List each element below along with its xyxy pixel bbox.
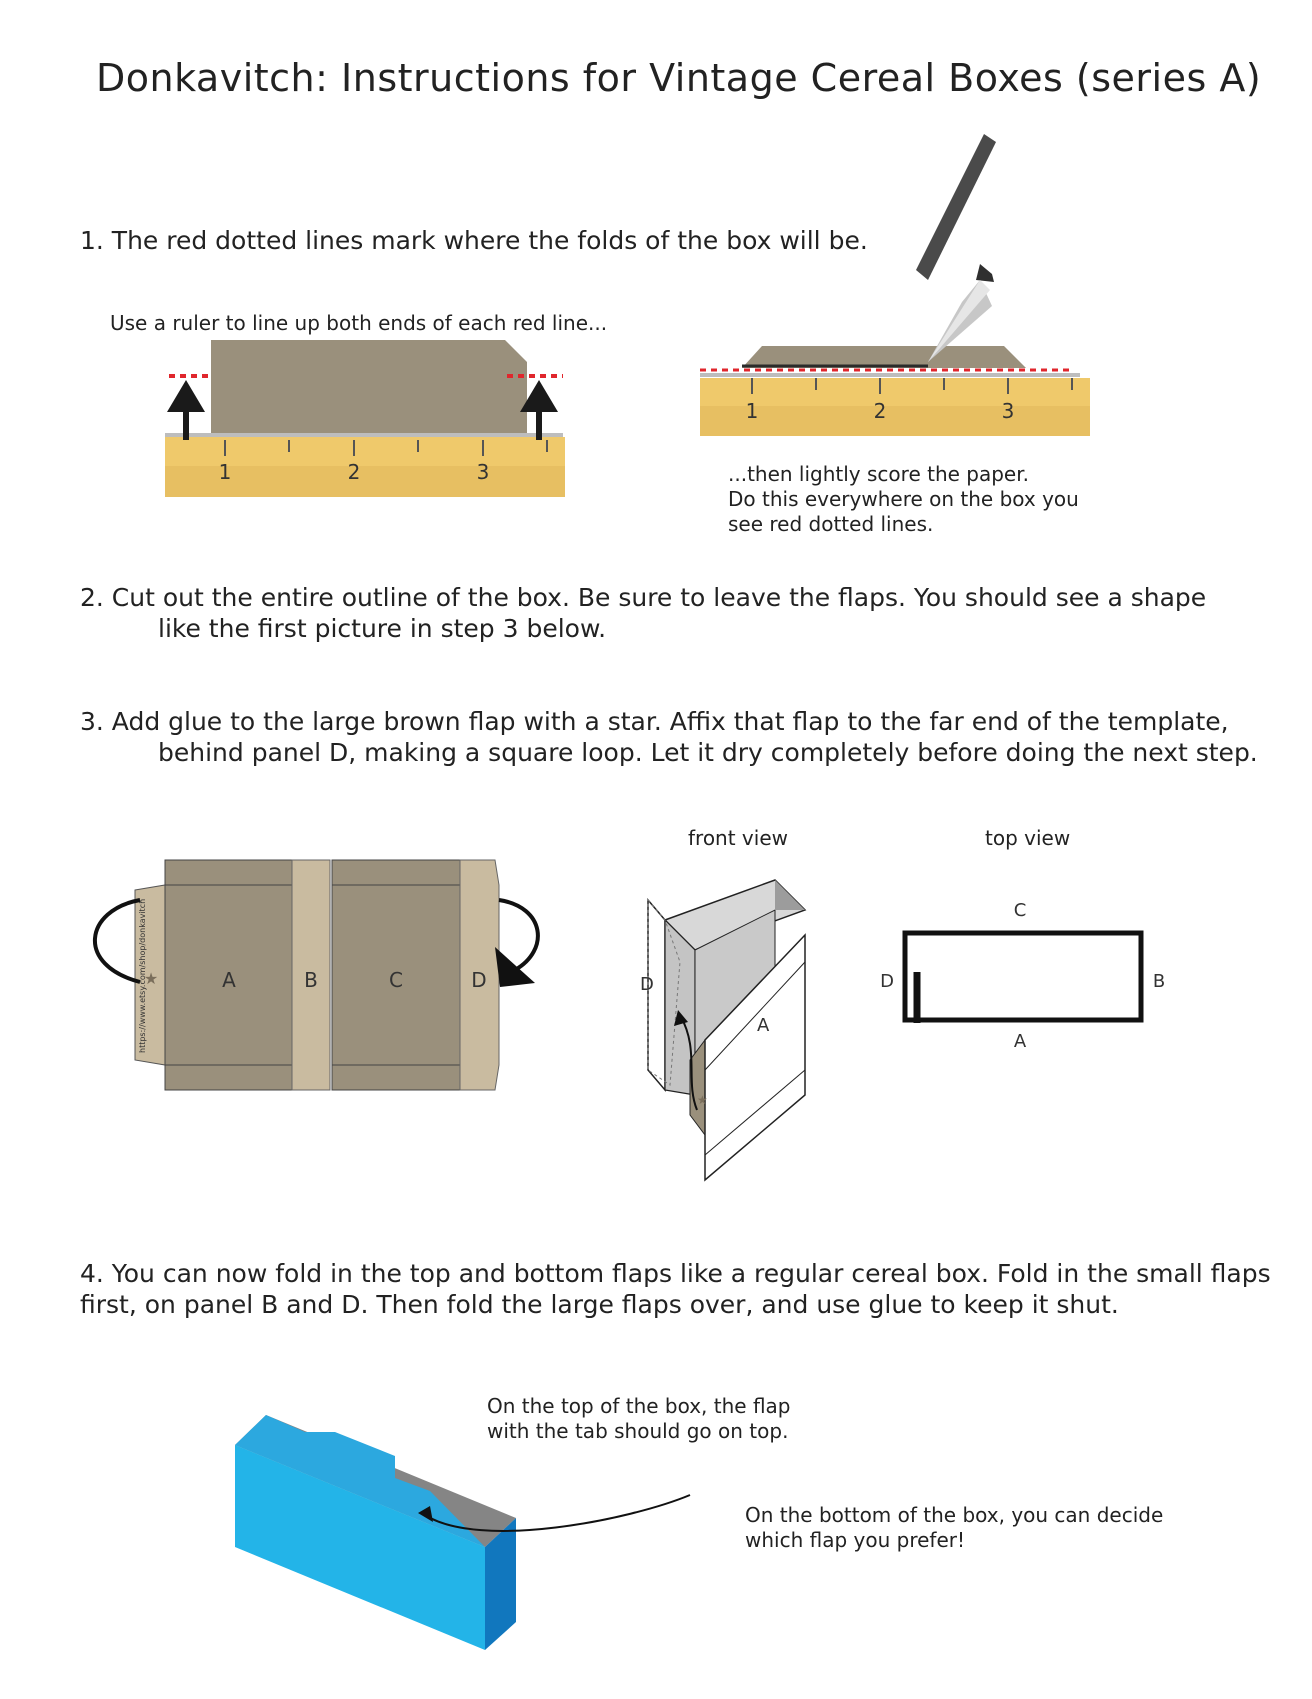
step-2-text: 2. Cut out the entire outline of the box. Be sure to leave the flaps. You should see a shape like the first picture in step 3 below. [80,583,1207,643]
scoring-illustration [690,130,1150,450]
svg-text:D: D [640,974,654,995]
top-view-label: top view [985,826,1071,850]
step-4-text: 4. You can now fold in the top and bottom flaps like a regular cereal box. Fold in the small flaps first, on panel B and D. Then fold the large flaps over, and use glue to keep it shut. [80,1259,1271,1319]
ruler-tick-label: 2 [873,399,887,423]
step-1-text: 1. The red dotted lines mark where the folds of the box will be. [80,226,868,255]
svg-text:D: D [471,968,487,992]
svg-text:C: C [1013,900,1027,921]
ruler-tick-label: 1 [218,460,232,484]
star-icon: ★ [143,969,159,988]
craft-knife-icon [916,134,996,362]
star-icon: ★ [697,1093,708,1107]
svg-text:D: D [880,971,894,992]
ruler-tick-label: 3 [476,460,490,484]
page-title: Donkavitch: Instructions for Vintage Cereal Boxes (series A) [96,56,1262,100]
bottom-flap-note: On the bottom of the box, you can decide which flap you prefer! [745,1503,1164,1552]
ruler-alignment-illustration [155,340,575,510]
step-3-text: 3. Add glue to the large brown flap with a star. Affix that flap to the far end of the template, behind panel D, making a square loop. Let it dry completely before doing the next step. [80,707,1258,767]
front-view-diagram [640,870,840,1190]
top-view-diagram [865,890,1185,1050]
ruler-tick-label: 1 [745,399,759,423]
front-view-label: front view [688,826,788,850]
box-panel-shape [211,340,527,436]
svg-text:A: A [1013,1031,1027,1052]
svg-text:A: A [222,968,236,992]
ruler-tick-label: 3 [1001,399,1015,423]
flap-url: https://www.etsy.com/shop/donkavitch [138,898,147,1053]
up-arrow-icon [167,380,205,440]
top-flap-note: On the top of the box, the flap with the tab should go on top. [487,1394,791,1443]
score-note: ...then lightly score the paper. Do this everywhere on the box you see red dotted lines. [728,462,1079,536]
ruler-note: Use a ruler to line up both ends of each red line... [110,311,608,335]
flat-template-diagram [95,855,545,1105]
svg-text:A: A [757,1015,770,1036]
ruler-tick-label: 2 [347,460,361,484]
svg-text:B: B [304,968,318,992]
svg-text:C: C [389,968,403,992]
svg-text:B: B [1152,971,1166,992]
